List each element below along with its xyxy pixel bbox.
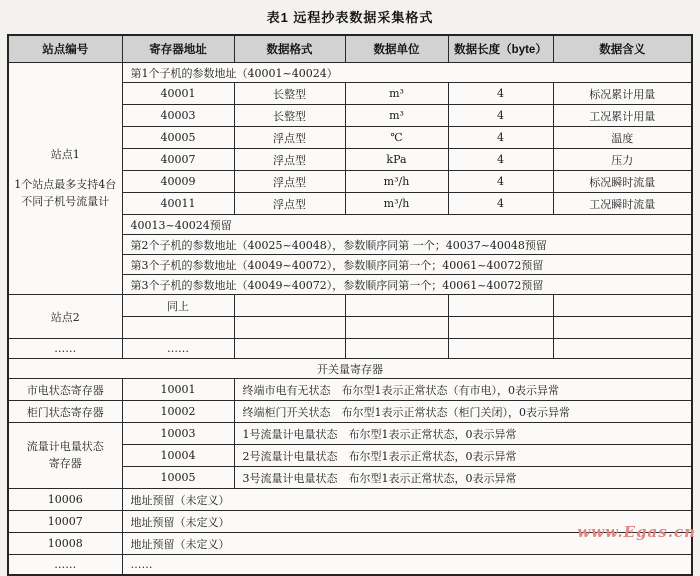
register-description: 2号流量计电量状态 布尔型1表示正常状态，0表示异常 (234, 445, 692, 467)
register-address: 10005 (122, 467, 234, 489)
data-format: 浮点型 (234, 149, 345, 171)
table-row (8, 359, 692, 379)
watermark: www.Egas.cn (577, 523, 696, 541)
flowmeter-battery-label-line1: 流量计电量状态 (26, 440, 104, 453)
data-length: 4 (448, 105, 553, 127)
table-row (8, 339, 692, 359)
data-format: 浮点型 (234, 171, 345, 193)
empty-cell (448, 295, 553, 317)
data-format: 长整型 (234, 105, 345, 127)
header-row (8, 35, 692, 63)
switch-section-header: 开关量寄存器 (8, 359, 692, 379)
register-description: 1号流量计电量状态 布尔型1表示正常状态，0表示异常 (234, 423, 692, 445)
register-address: 40005 (122, 127, 234, 149)
meter-data-table (7, 34, 693, 576)
col-header-register-address: 寄存器地址 (122, 35, 234, 63)
submachine3-header-cell: 第3个子机的参数地址（40049~40072），参数顺序同第一个；40061~40072预留 (122, 255, 692, 275)
ellipsis-cell: …… (122, 339, 234, 359)
submachine1-header-cell: 第1个子机的参数地址（40001~40024） (122, 63, 692, 83)
flowmeter-battery-group-cell (8, 423, 122, 489)
submachine2-header-cell: 第2个子机的参数地址（40025~40048），参数顺序同第 一个；40037~40048预留 (122, 235, 692, 255)
table-row (8, 555, 692, 576)
empty-cell (234, 317, 345, 339)
empty-cell (234, 295, 345, 317)
register-address: 10002 (122, 401, 234, 423)
same-as-above-cell: 同上 (122, 295, 234, 317)
table-row (8, 63, 692, 83)
data-unit: m³ (345, 105, 448, 127)
station2-cell: 站点2 (8, 295, 122, 339)
table-row (8, 295, 692, 317)
empty-cell (448, 317, 553, 339)
ellipsis-cell: …… (8, 555, 122, 576)
data-unit: kPa (345, 149, 448, 171)
table-row (8, 401, 692, 423)
data-unit: ℃ (345, 127, 448, 149)
empty-cell (345, 295, 448, 317)
data-meaning: 工况累计用量 (553, 105, 692, 127)
register-description: 地址预留（未定义） (122, 511, 692, 533)
data-meaning: 工况瞬时流量 (553, 193, 692, 215)
reserved-range-cell: 40013~40024预留 (122, 215, 692, 235)
data-meaning: 标况累计用量 (553, 83, 692, 105)
register-address: 10001 (122, 379, 234, 401)
register-name: 柜门状态寄存器 (8, 401, 122, 423)
flowmeter-battery-label-line2: 寄存器 (48, 456, 82, 470)
data-format: 浮点型 (234, 127, 345, 149)
ellipsis-cell: …… (8, 339, 122, 359)
table-row (8, 379, 692, 401)
col-header-data-length: 数据长度（byte） (448, 35, 553, 63)
ellipsis-cell: …… (122, 555, 692, 576)
data-length: 4 (448, 193, 553, 215)
data-format: 长整型 (234, 83, 345, 105)
register-address: 10003 (122, 423, 234, 445)
data-unit: m³/h (345, 171, 448, 193)
col-header-data-meaning: 数据含义 (553, 35, 692, 63)
table-row (8, 489, 692, 511)
register-address: 40007 (122, 149, 234, 171)
station1-note-line2: 不同子机号流量计 (21, 194, 110, 208)
register-address: 40001 (122, 83, 234, 105)
register-description: 终端市电有无状态 布尔型1表示正常状态（有市电），0表示异常 (234, 379, 692, 401)
register-address: 10007 (8, 511, 122, 533)
station1-note-line1: 1个站点最多支持4台 (14, 178, 117, 192)
table-row (8, 423, 692, 445)
register-description: 地址预留（未定义） (122, 533, 692, 555)
station1-cell (8, 63, 122, 295)
empty-cell (553, 295, 692, 317)
data-unit: m³/h (345, 193, 448, 215)
data-length: 4 (448, 83, 553, 105)
data-length: 4 (448, 149, 553, 171)
register-description: 地址预留（未定义） (122, 489, 692, 511)
table-title: 表1 远程抄表数据采集格式 (266, 10, 434, 25)
data-meaning: 标况瞬时流量 (553, 171, 692, 193)
register-description: 3号流量计电量状态 布尔型1表示正常状态，0表示异常 (234, 467, 692, 489)
register-address: 40003 (122, 105, 234, 127)
col-header-data-format: 数据格式 (234, 35, 345, 63)
data-format: 浮点型 (234, 193, 345, 215)
data-meaning: 温度 (553, 127, 692, 149)
station1-label: 站点1 (50, 147, 80, 161)
col-header-station: 站点编号 (8, 35, 122, 63)
register-address: 40009 (122, 171, 234, 193)
empty-cell (234, 339, 345, 359)
register-name: 市电状态寄存器 (8, 379, 122, 401)
submachine4-header-cell: 第3个子机的参数地址（40049~40072），参数顺序同第一个；40061~40072预留 (122, 275, 692, 295)
empty-cell (345, 339, 448, 359)
empty-cell (122, 317, 234, 339)
empty-cell (448, 339, 553, 359)
empty-cell (345, 317, 448, 339)
register-description: 终端柜门开关状态 布尔型1表示正常状态（柜门关闭），0表示异常 (234, 401, 692, 423)
col-header-data-unit: 数据单位 (345, 35, 448, 63)
empty-cell (553, 317, 692, 339)
empty-cell (553, 339, 692, 359)
register-address: 10006 (8, 489, 122, 511)
register-address: 10008 (8, 533, 122, 555)
data-meaning: 压力 (553, 149, 692, 171)
data-unit: m³ (345, 83, 448, 105)
data-length: 4 (448, 127, 553, 149)
data-length: 4 (448, 171, 553, 193)
register-address: 10004 (122, 445, 234, 467)
register-address: 40011 (122, 193, 234, 215)
